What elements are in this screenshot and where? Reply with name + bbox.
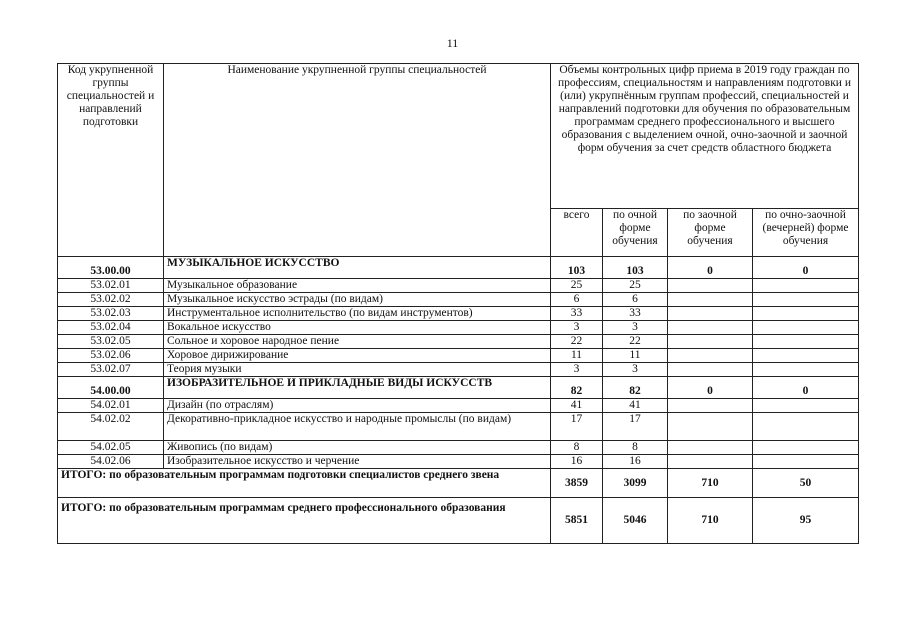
row-name: Изобразительное искусство и черчение [164, 455, 551, 469]
value-full-time: 3099 [603, 469, 668, 498]
row-name: Инструментальное исполнительство (по видам инструментов) [164, 307, 551, 321]
row-code: 54.02.01 [58, 399, 164, 413]
row-name: Вокальное искусство [164, 321, 551, 335]
total-label: ИТОГО: по образовательным программам среднего профессионального образования [58, 498, 551, 544]
value-part-time [753, 335, 859, 349]
row-code: 53.02.05 [58, 335, 164, 349]
header-correspondence: по заочной форме обучения [668, 209, 753, 257]
value-total: 33 [551, 307, 603, 321]
value-correspondence [668, 455, 753, 469]
value-total: 6 [551, 293, 603, 307]
value-part-time [753, 293, 859, 307]
value-part-time: 50 [753, 469, 859, 498]
table-row [58, 335, 859, 349]
value-total: 3 [551, 363, 603, 377]
row-name: Дизайн (по отраслям) [164, 399, 551, 413]
value-full-time: 41 [603, 399, 668, 413]
value-full-time: 16 [603, 455, 668, 469]
value-correspondence: 710 [668, 469, 753, 498]
header-name: Наименование укрупненной группы специальностей [164, 64, 551, 257]
group-row [58, 257, 859, 279]
value-correspondence [668, 321, 753, 335]
value-full-time: 8 [603, 441, 668, 455]
row-code: 53.02.01 [58, 279, 164, 293]
value-part-time: 95 [753, 498, 859, 544]
value-total: 17 [551, 413, 603, 441]
value-full-time: 82 [603, 377, 668, 399]
value-part-time [753, 321, 859, 335]
value-correspondence [668, 363, 753, 377]
value-full-time: 3 [603, 363, 668, 377]
row-code: 53.02.07 [58, 363, 164, 377]
value-part-time [753, 455, 859, 469]
table-row [58, 293, 859, 307]
value-total: 11 [551, 349, 603, 363]
value-part-time [753, 399, 859, 413]
table-row [58, 455, 859, 469]
value-total: 103 [551, 257, 603, 279]
table-row [58, 279, 859, 293]
group-code: 54.00.00 [58, 377, 164, 399]
row-code: 54.02.05 [58, 441, 164, 455]
value-part-time [753, 363, 859, 377]
value-full-time: 3 [603, 321, 668, 335]
value-correspondence [668, 279, 753, 293]
value-correspondence: 0 [668, 257, 753, 279]
table-row [58, 363, 859, 377]
row-code: 53.02.06 [58, 349, 164, 363]
value-correspondence [668, 441, 753, 455]
value-full-time: 22 [603, 335, 668, 349]
value-full-time: 17 [603, 413, 668, 441]
table-row [58, 413, 859, 441]
row-name: Декоративно-прикладное искусство и народные промыслы (по видам) [164, 413, 551, 441]
value-total: 5851 [551, 498, 603, 544]
value-full-time: 11 [603, 349, 668, 363]
group-name: МУЗЫКАЛЬНОЕ ИСКУССТВО [164, 257, 551, 279]
value-total: 82 [551, 377, 603, 399]
value-part-time: 0 [753, 377, 859, 399]
value-full-time: 103 [603, 257, 668, 279]
value-total: 22 [551, 335, 603, 349]
value-total: 8 [551, 441, 603, 455]
group-name: ИЗОБРАЗИТЕЛЬНОЕ И ПРИКЛАДНЫЕ ВИДЫ ИСКУССТВ [164, 377, 551, 399]
row-code: 53.02.02 [58, 293, 164, 307]
value-part-time [753, 413, 859, 441]
value-correspondence [668, 293, 753, 307]
value-correspondence [668, 413, 753, 441]
group-code: 53.00.00 [58, 257, 164, 279]
value-full-time: 6 [603, 293, 668, 307]
header-total: всего [551, 209, 603, 257]
total-row [58, 498, 859, 544]
value-full-time: 25 [603, 279, 668, 293]
value-part-time [753, 279, 859, 293]
row-code: 53.02.03 [58, 307, 164, 321]
value-total: 3859 [551, 469, 603, 498]
value-full-time: 5046 [603, 498, 668, 544]
header-part-time: по очно-заочной (вечерней) форме обучения [753, 209, 859, 257]
value-part-time [753, 307, 859, 321]
value-correspondence: 0 [668, 377, 753, 399]
row-name: Музыкальное образование [164, 279, 551, 293]
total-row [58, 469, 859, 498]
value-correspondence [668, 335, 753, 349]
table-row [58, 441, 859, 455]
table-row [58, 307, 859, 321]
value-total: 41 [551, 399, 603, 413]
value-correspondence [668, 349, 753, 363]
total-label: ИТОГО: по образовательным программам подготовки специалистов среднего звена [58, 469, 551, 498]
table-row [58, 321, 859, 335]
header-full-time: по очной форме обучения [603, 209, 668, 257]
table-row [58, 349, 859, 363]
value-part-time [753, 441, 859, 455]
value-part-time: 0 [753, 257, 859, 279]
table-row [58, 399, 859, 413]
row-code: 53.02.04 [58, 321, 164, 335]
value-part-time [753, 349, 859, 363]
row-name: Живопись (по видам) [164, 441, 551, 455]
group-row [58, 377, 859, 399]
page-number: 11 [446, 36, 459, 50]
value-correspondence: 710 [668, 498, 753, 544]
value-correspondence [668, 307, 753, 321]
header-row [58, 64, 859, 209]
admission-quota-table [57, 63, 859, 544]
row-name: Теория музыки [164, 363, 551, 377]
row-name: Сольное и хоровое народное пение [164, 335, 551, 349]
header-code: Код укрупненной группы специальностей и направлений подготовки [58, 64, 164, 257]
row-code: 54.02.02 [58, 413, 164, 441]
value-total: 25 [551, 279, 603, 293]
header-volumes: Объемы контрольных цифр приема в 2019 году граждан по профессиям, специальностям и направлениям подготовки и (или) укрупнённым группам профессий, специальностей и направлений подготовки для обучения по образовательным программам среднего профессионального и высшего образования с выделением очной, очно-заочной и заочной форм обучения за счет средств областного бюджета [551, 64, 859, 209]
value-full-time: 33 [603, 307, 668, 321]
value-correspondence [668, 399, 753, 413]
row-name: Хоровое дирижирование [164, 349, 551, 363]
value-total: 16 [551, 455, 603, 469]
row-name: Музыкальное искусство эстрады (по видам) [164, 293, 551, 307]
value-total: 3 [551, 321, 603, 335]
row-code: 54.02.06 [58, 455, 164, 469]
